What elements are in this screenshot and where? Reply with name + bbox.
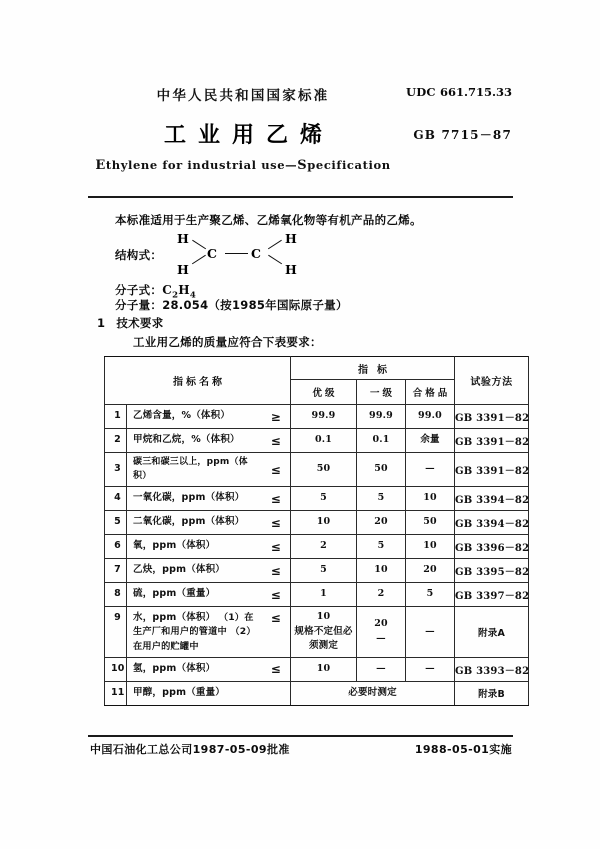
row-value-first: 5 xyxy=(357,487,406,511)
row-test-method: GB 3396－82 xyxy=(455,535,529,559)
row-value-span-text: 必要时测定 xyxy=(348,686,397,698)
row-value-qualified: — xyxy=(406,453,455,487)
row-indicator-sub2: （2）在用户的贮罐中 xyxy=(133,626,256,652)
row-test-method: GB 3397－82 xyxy=(455,583,529,607)
gb-standard-number: GB 7715－87 xyxy=(413,128,512,142)
english-title-initial: E xyxy=(95,158,106,173)
row-indicator-main: 水，ppm（体积） xyxy=(133,612,216,623)
row-value-qualified: 50 xyxy=(406,511,455,535)
row-test-method: GB 3391－82 xyxy=(455,429,529,453)
english-title-spec: pecification xyxy=(307,158,391,172)
english-title-main: thylene for industrial use— xyxy=(105,158,298,172)
row-operator: ≤ xyxy=(262,559,291,583)
row-indicator-name: 二氧化碳，ppm（体积） xyxy=(127,511,262,535)
row-test-method: GB 3393－82 xyxy=(455,657,529,681)
row-indicator-name: 氢，ppm（体积） xyxy=(127,657,262,681)
row-operator: ≤ xyxy=(262,535,291,559)
molecular-formula-value: $C_2H_4$ xyxy=(162,283,197,301)
row-indicator-name xyxy=(127,607,262,658)
row-number: 4 xyxy=(105,487,127,511)
bond-line-bottom-left xyxy=(192,255,206,265)
th-grade-superior: 优级 xyxy=(291,380,357,405)
scope-paragraph: 本标准适用于生产聚乙烯、乙烯氧化物等有机产品的乙烯。 xyxy=(115,213,422,227)
page-title: 工业用乙烯 xyxy=(163,123,334,148)
row-value-superior xyxy=(291,607,357,658)
atom-h-top-left: H xyxy=(177,231,189,246)
bond-line-bottom-right xyxy=(268,255,282,265)
table-row xyxy=(105,657,529,681)
row-indicator-name: 碳三和碳三以上，ppm（体积） xyxy=(127,453,262,487)
table-row xyxy=(105,607,529,658)
row-value-first: 20 xyxy=(357,511,406,535)
row-operator: ≥ xyxy=(262,405,291,429)
atom-c-right: C xyxy=(251,246,261,261)
double-bond-line xyxy=(225,253,248,257)
section-number: 1 xyxy=(97,316,106,330)
section-heading xyxy=(97,315,164,331)
row-value-qualified: 5 xyxy=(406,583,455,607)
row-number: 3 xyxy=(105,453,127,487)
th-indicator-name: 指标名称 xyxy=(105,357,291,405)
udc-label: UDC xyxy=(405,85,436,99)
row-test-method: GB 3395－82 xyxy=(455,559,529,583)
row-operator: ≤ xyxy=(262,453,291,487)
row-value-superior: 5 xyxy=(291,559,357,583)
row-value-first: 0.1 xyxy=(357,429,406,453)
row-value-first: 99.9 xyxy=(357,405,406,429)
english-title-spec-initial: S xyxy=(297,158,308,173)
row-value-first xyxy=(357,607,406,658)
table-row xyxy=(105,487,529,511)
document-header xyxy=(88,84,512,184)
structural-formula-label: 结构式： xyxy=(115,248,163,262)
table-row xyxy=(105,453,529,487)
row-indicator-sub1: （1）在生产厂和用户的管道中 xyxy=(133,612,254,638)
table-row xyxy=(105,681,529,705)
atom-h-top-right: H xyxy=(285,231,297,246)
th-grade-qualified: 合格品 xyxy=(406,380,455,405)
row-operator: ≤ xyxy=(262,657,291,681)
row-value-first-line2: — xyxy=(376,632,386,644)
atom-h-bottom-right: H xyxy=(285,262,297,277)
row-value-first: 10 xyxy=(357,559,406,583)
table-row xyxy=(105,405,529,429)
row-value-first: — xyxy=(357,657,406,681)
row-operator: ≤ xyxy=(262,487,291,511)
national-standard-label: 中华人民共和国国家标准 xyxy=(156,88,330,104)
row-indicator-name: 甲醇，ppm（重量） xyxy=(127,681,262,705)
row-number: 8 xyxy=(105,583,127,607)
table-row xyxy=(105,429,529,453)
row-value-superior: 50 xyxy=(291,453,357,487)
row-test-method: GB 3394－82 xyxy=(455,511,529,535)
row-value-superior-line2: 规格不定但必须测定 xyxy=(294,625,353,652)
footer-approval-text: 中国石油化工总公司1987-05-09批准 xyxy=(90,743,290,756)
row-value-first: 2 xyxy=(357,583,406,607)
row-value-superior: 5 xyxy=(291,487,357,511)
molecular-formula-label: 分子式： xyxy=(115,283,163,297)
row-value-first: 50 xyxy=(357,453,406,487)
row-test-method xyxy=(455,607,529,658)
row-value-superior: 10 xyxy=(291,511,357,535)
footer-divider-rule xyxy=(88,735,513,737)
table-row xyxy=(105,535,529,559)
udc-value: 661.715.33 xyxy=(439,85,512,99)
structural-formula xyxy=(115,231,345,279)
row-test-method-text: 附录B xyxy=(478,689,505,701)
row-indicator-name: 甲烷和乙烷，%（体积） xyxy=(127,429,262,453)
row-indicator-name: 一氧化碳，ppm（体积） xyxy=(127,487,262,511)
row-value-qualified: 99.0 xyxy=(406,405,455,429)
row-test-method xyxy=(455,681,529,705)
row-value-span xyxy=(291,681,455,705)
row-value-qualified: 10 xyxy=(406,487,455,511)
row-number: 9 xyxy=(105,607,127,658)
row-value-qualified: 10 xyxy=(406,535,455,559)
row-indicator-name: 氧，ppm（体积） xyxy=(127,535,262,559)
row-indicator-name: 硫，ppm（重量） xyxy=(127,583,262,607)
row-operator: ≤ xyxy=(262,583,291,607)
row-value-superior: 99.9 xyxy=(291,405,357,429)
row-value-qualified: 20 xyxy=(406,559,455,583)
row-test-method-text: 附录A xyxy=(478,627,505,639)
row-value-qualified: — xyxy=(406,607,455,658)
atom-c-left: C xyxy=(207,246,217,261)
row-value-superior-line1: 10 xyxy=(316,610,331,622)
row-value-superior: 0.1 xyxy=(291,429,357,453)
row-operator: ≤ xyxy=(262,511,291,535)
table-row xyxy=(105,559,529,583)
row-test-method: GB 3391－82 xyxy=(455,453,529,487)
row-value-superior: 1 xyxy=(291,583,357,607)
row-indicator-name: 乙烯含量，%（体积） xyxy=(127,405,262,429)
th-test-method: 试验方法 xyxy=(455,357,529,405)
row-operator: ≤ xyxy=(262,607,291,658)
row-number: 11 xyxy=(105,681,127,705)
row-number: 5 xyxy=(105,511,127,535)
section-title: 技术要求 xyxy=(116,316,164,330)
table-row xyxy=(105,583,529,607)
row-number: 1 xyxy=(105,405,127,429)
row-value-first-line1: 20 xyxy=(374,618,388,630)
english-title xyxy=(88,158,398,173)
molecular-weight-line: 分子量：28.054（按1985年国际原子量） xyxy=(115,298,348,312)
header-divider-rule xyxy=(88,196,513,198)
row-number: 10 xyxy=(105,657,127,681)
th-index-group: 指标 xyxy=(291,357,455,380)
udc-number xyxy=(406,85,512,99)
row-number: 7 xyxy=(105,559,127,583)
row-indicator-name: 乙炔，ppm（体积） xyxy=(127,559,262,583)
row-test-method: GB 3394－82 xyxy=(455,487,529,511)
row-test-method: GB 3391－82 xyxy=(455,405,529,429)
row-operator: ≤ xyxy=(262,429,291,453)
specification-table xyxy=(104,356,529,706)
row-number: 2 xyxy=(105,429,127,453)
bond-line-top-left xyxy=(192,240,206,250)
table-row xyxy=(105,511,529,535)
row-number: 6 xyxy=(105,535,127,559)
row-value-qualified: — xyxy=(406,657,455,681)
bond-line-top-right xyxy=(268,240,282,250)
row-value-qualified: 余量 xyxy=(406,429,455,453)
row-operator xyxy=(262,681,291,705)
th-grade-first: 一级 xyxy=(357,380,406,405)
table-intro-text: 工业用乙烯的质量应符合下表要求： xyxy=(133,335,322,349)
row-value-superior: 10 xyxy=(291,657,357,681)
atom-h-bottom-left: H xyxy=(177,262,189,277)
row-value-first: 5 xyxy=(357,535,406,559)
footer-implementation-date: 1988-05-01实施 xyxy=(414,743,512,756)
row-value-superior: 2 xyxy=(291,535,357,559)
